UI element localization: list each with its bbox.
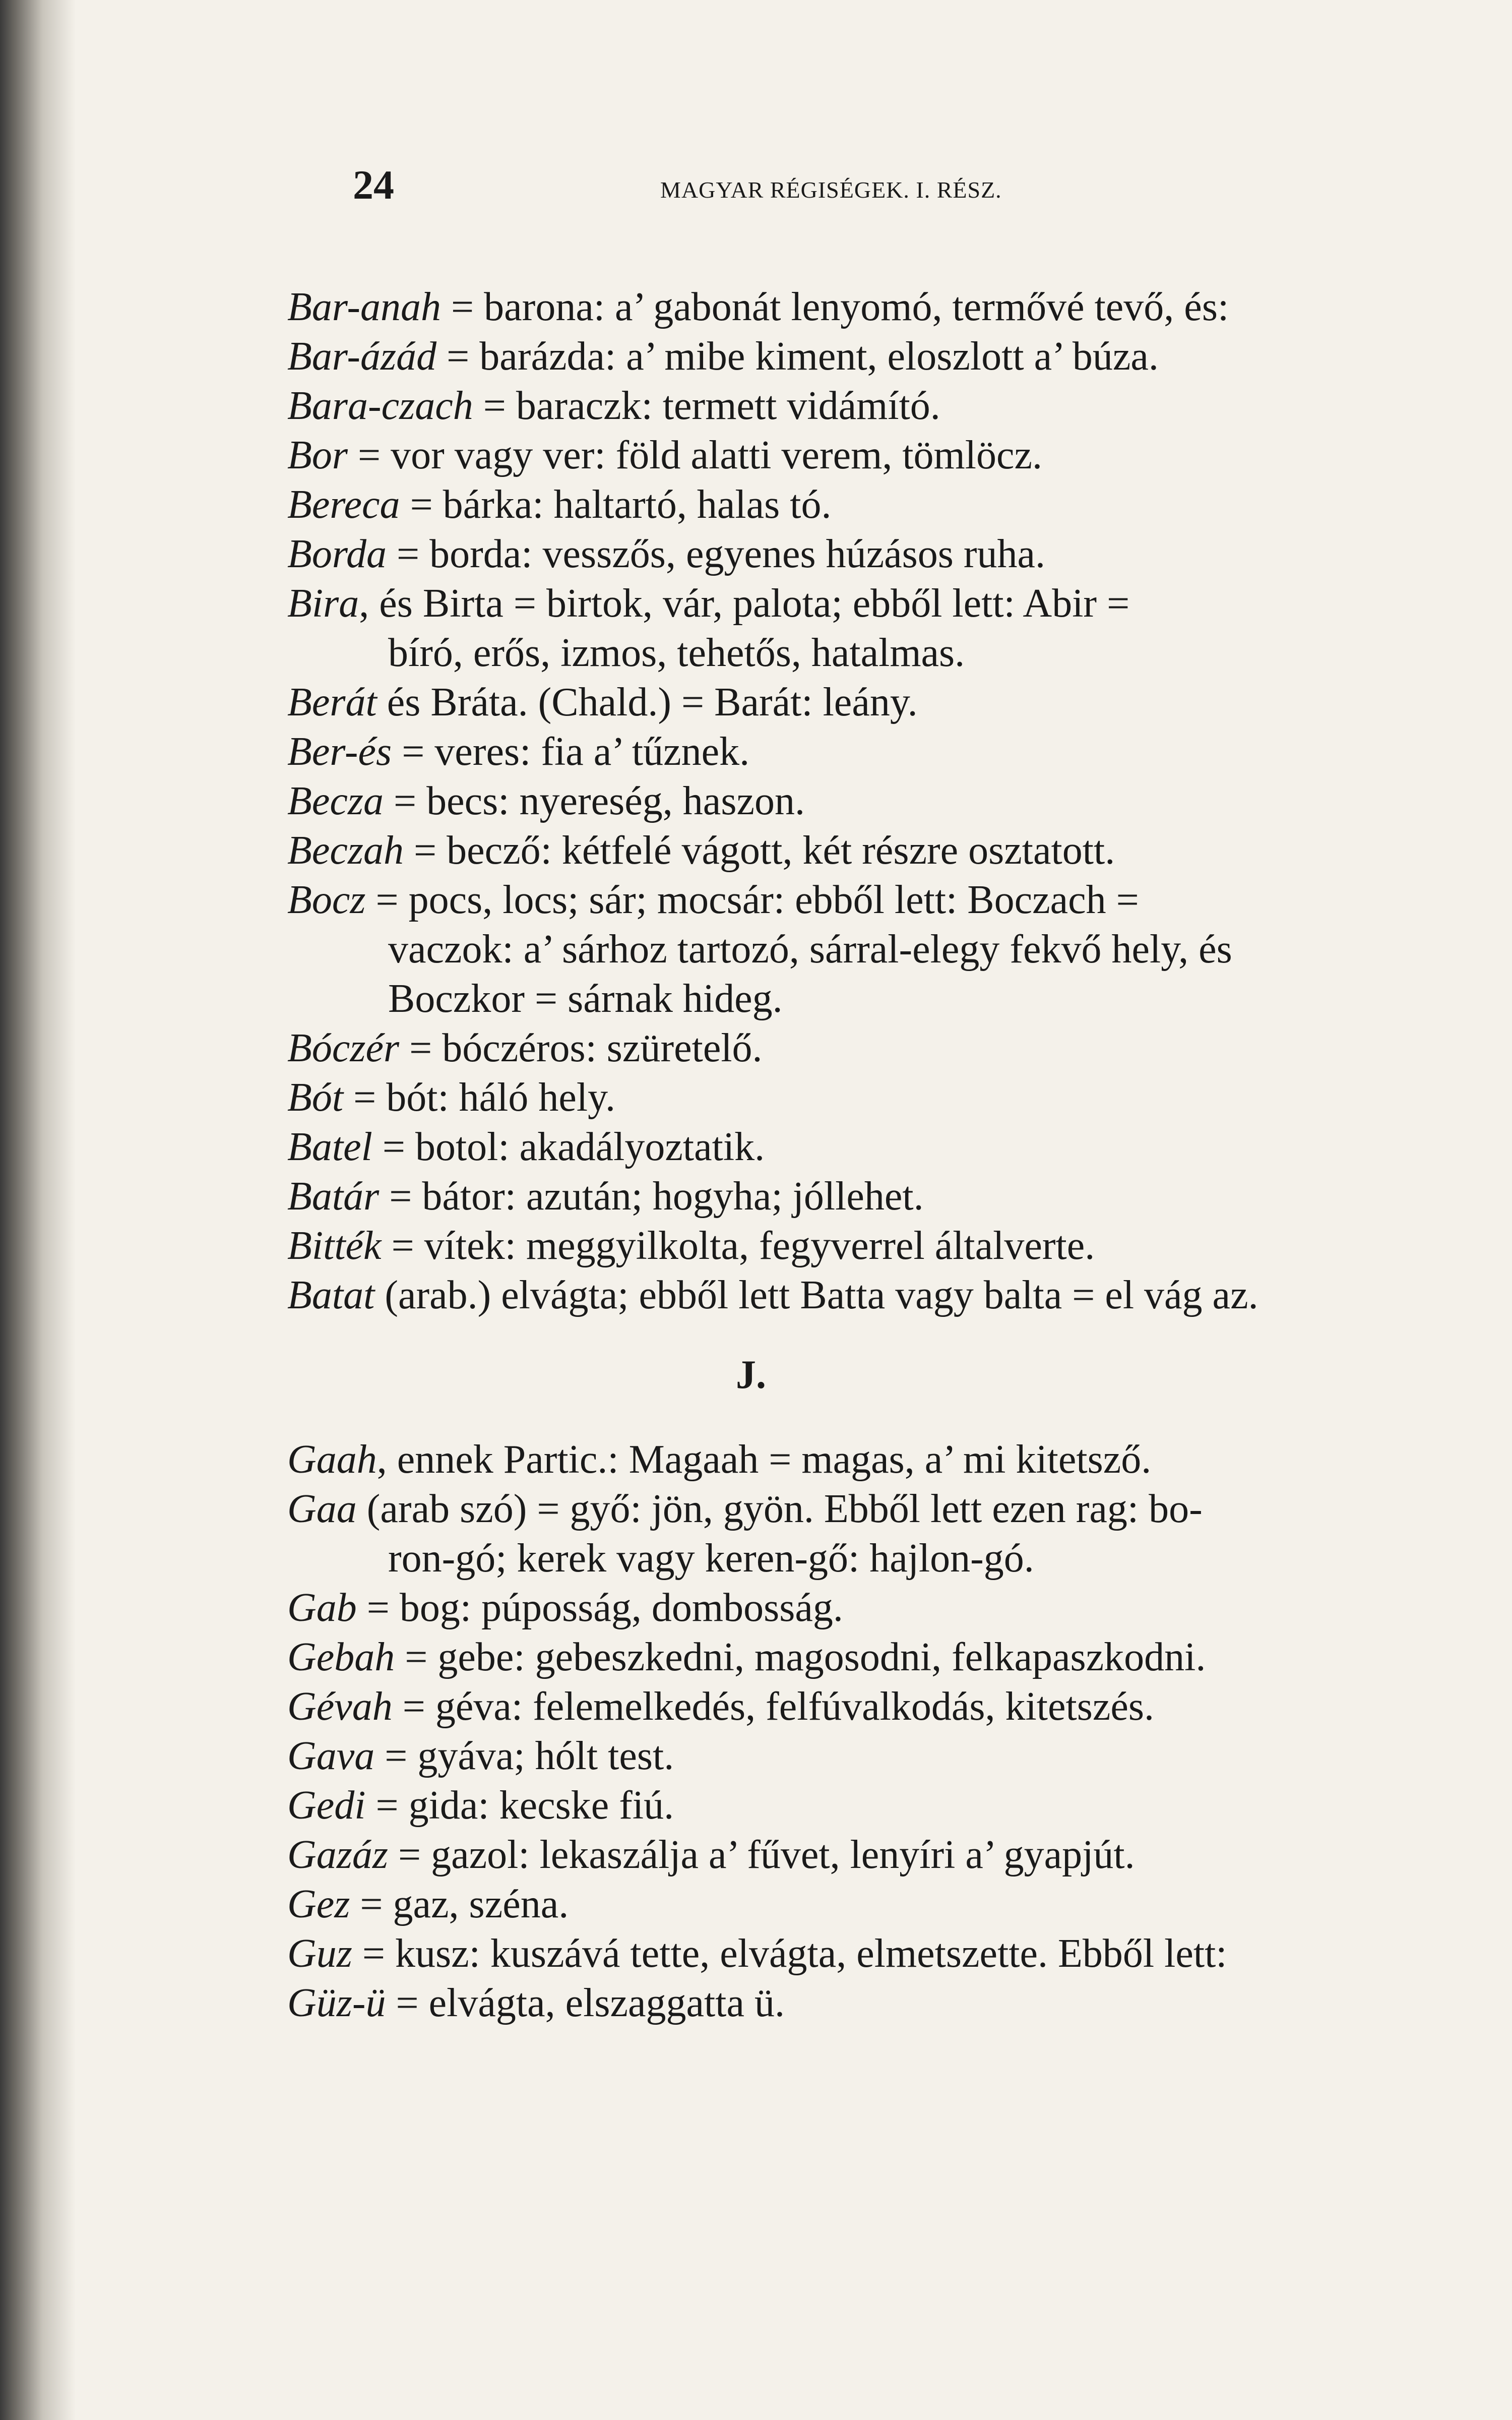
definition: = elvágta, elszaggatta ü. [386, 1981, 785, 2025]
definition: , és Birta = birtok, vár, palota; ebből lett: Abir = [359, 581, 1130, 626]
definition: = vítek: meggyilkolta, fegyverrel általverte. [381, 1224, 1095, 1268]
entry [287, 1221, 1436, 1270]
entry [287, 826, 1436, 875]
headword: Gedi [287, 1783, 366, 1828]
definition: = gida: kecske fiú. [365, 1783, 674, 1828]
definition: = bárka: haltartó, halas tó. [400, 482, 832, 527]
headword: Gaah [287, 1437, 377, 1482]
entry [287, 282, 1436, 332]
headword: Becza [287, 779, 384, 823]
definition: = borda: vesszős, egyenes húzásos ruha. [387, 532, 1046, 576]
binding-shadow [0, 0, 76, 2420]
entry [287, 1270, 1436, 1320]
entry [287, 1484, 1436, 1583]
headword: Gebah [287, 1635, 395, 1679]
headword: Bóczér [287, 1026, 400, 1070]
headword: Bara-czach [287, 384, 473, 428]
definition: = baraczk: termett vidámító. [473, 384, 940, 428]
entry-list-j [287, 1435, 1436, 2028]
running-title: MAGYAR RÉGISÉGEK. I. RÉSZ. [660, 177, 1002, 203]
headword: Gaa [287, 1487, 357, 1531]
headword: Gab [287, 1586, 357, 1630]
entry [287, 1073, 1436, 1122]
headword: Gava [287, 1734, 375, 1778]
definition: és Bráta. (Chald.) = Barát: leány. [376, 680, 918, 724]
page-number: 24 [353, 162, 394, 208]
definition: = becző: kétfelé vágott, két részre osztatott. [404, 828, 1115, 873]
entry [287, 1978, 1436, 2028]
entry [287, 678, 1436, 727]
definition: (arab.) elvágta; ebből lett Batta vagy balta = el vág az. [374, 1273, 1258, 1317]
headword: Güz-ü [287, 1981, 386, 2025]
headword: Bor [287, 433, 348, 477]
entry [287, 1632, 1436, 1682]
entry [287, 1122, 1436, 1172]
entry [287, 1929, 1436, 1978]
dictionary-entries [287, 282, 1436, 2028]
entry [287, 1435, 1436, 1484]
headword: Borda [287, 532, 387, 576]
definition: = gyáva; hólt test. [374, 1734, 674, 1778]
definition: = barázda: a’ mibe kiment, eloszlott a’ búza. [436, 334, 1159, 379]
definition: = barona: a’ gabonát lenyomó, termővé tevő, és: [441, 285, 1229, 329]
definition: = becs: nyereség, haszon. [384, 779, 805, 823]
definition: = gebe: gebeszkedni, magosodni, felkapaszkodni. [395, 1635, 1206, 1679]
definition: = bóczéros: szüretelő. [399, 1026, 763, 1070]
definition: = kusz: kuszává tette, elvágta, elmetszette. Ebből lett: [352, 1931, 1227, 1976]
definition: (arab szó) = győ: jön, gyön. Ebből lett ezen rag: bo- [356, 1487, 1203, 1531]
entry [287, 332, 1436, 381]
entry [287, 1023, 1436, 1073]
entry [287, 727, 1436, 776]
section-letter: J. [736, 1353, 766, 1397]
headword: Batel [287, 1125, 372, 1169]
definition: = gazol: lekaszálja a’ fűvet, lenyíri a’ gyapjút. [388, 1833, 1135, 1877]
entry [287, 1172, 1436, 1221]
definition: = bót: háló hely. [343, 1075, 615, 1120]
entry [287, 1781, 1436, 1830]
headword: Bar-ázád [287, 334, 437, 379]
entry [287, 529, 1436, 579]
headword: Batár [287, 1174, 380, 1219]
entry [287, 875, 1436, 1023]
entry [287, 1682, 1436, 1731]
headword: Bira [287, 581, 359, 626]
entry-list-b [287, 282, 1436, 1320]
headword: Batat [287, 1273, 375, 1317]
definition: = pocs, locs; sár; mocsár: ebből lett: Boczach = [365, 878, 1139, 922]
entry [287, 480, 1436, 529]
definition-continued: ron-gó; kerek vagy keren-gő: hajlon-gó. [388, 1536, 1034, 1581]
definition-continued: vaczok: a’ sárhoz tartozó, sárral-elegy fekvő hely, és [388, 927, 1232, 972]
entry [287, 579, 1436, 678]
definition: = bog: púposság, dombosság. [356, 1586, 843, 1630]
headword: Gévah [287, 1684, 393, 1729]
definition: = bátor: azután; hogyha; jóllehet. [379, 1174, 924, 1219]
headword: Bót [287, 1075, 344, 1120]
definition: = botol: akadályoztatik. [372, 1125, 765, 1169]
headword: Bocz [287, 878, 366, 922]
definition: = géva: felemelkedés, felfúvalkodás, kitetszés. [392, 1684, 1155, 1729]
entry [287, 776, 1436, 826]
headword: Bar-anah [287, 285, 442, 329]
headword: Bitték [287, 1224, 382, 1268]
entry [287, 1830, 1436, 1880]
definition: = veres: fia a’ tűznek. [392, 730, 750, 774]
definition: = vor vagy ver: föld alatti verem, tömlöcz. [348, 433, 1043, 477]
headword: Guz [287, 1931, 352, 1976]
definition-continued: Boczkor = sárnak hideg. [388, 977, 783, 1021]
definition: = gaz, széna. [350, 1882, 569, 1926]
entry [287, 1583, 1436, 1632]
entry [287, 1880, 1436, 1929]
headword: Bereca [287, 482, 400, 527]
headword: Berát [287, 680, 377, 724]
page-header [333, 161, 1240, 217]
entry [287, 1731, 1436, 1781]
definition: , ennek Partic.: Magaah = magas, a’ mi kitetsző. [376, 1437, 1152, 1482]
headword: Gez [287, 1882, 350, 1926]
headword: Ber-és [287, 730, 392, 774]
headword: Beczah [287, 828, 404, 873]
headword: Gazáz [287, 1833, 389, 1877]
entry [287, 431, 1436, 480]
definition-continued: bíró, erős, izmos, tehetős, hatalmas. [388, 631, 965, 675]
entry [287, 381, 1436, 431]
